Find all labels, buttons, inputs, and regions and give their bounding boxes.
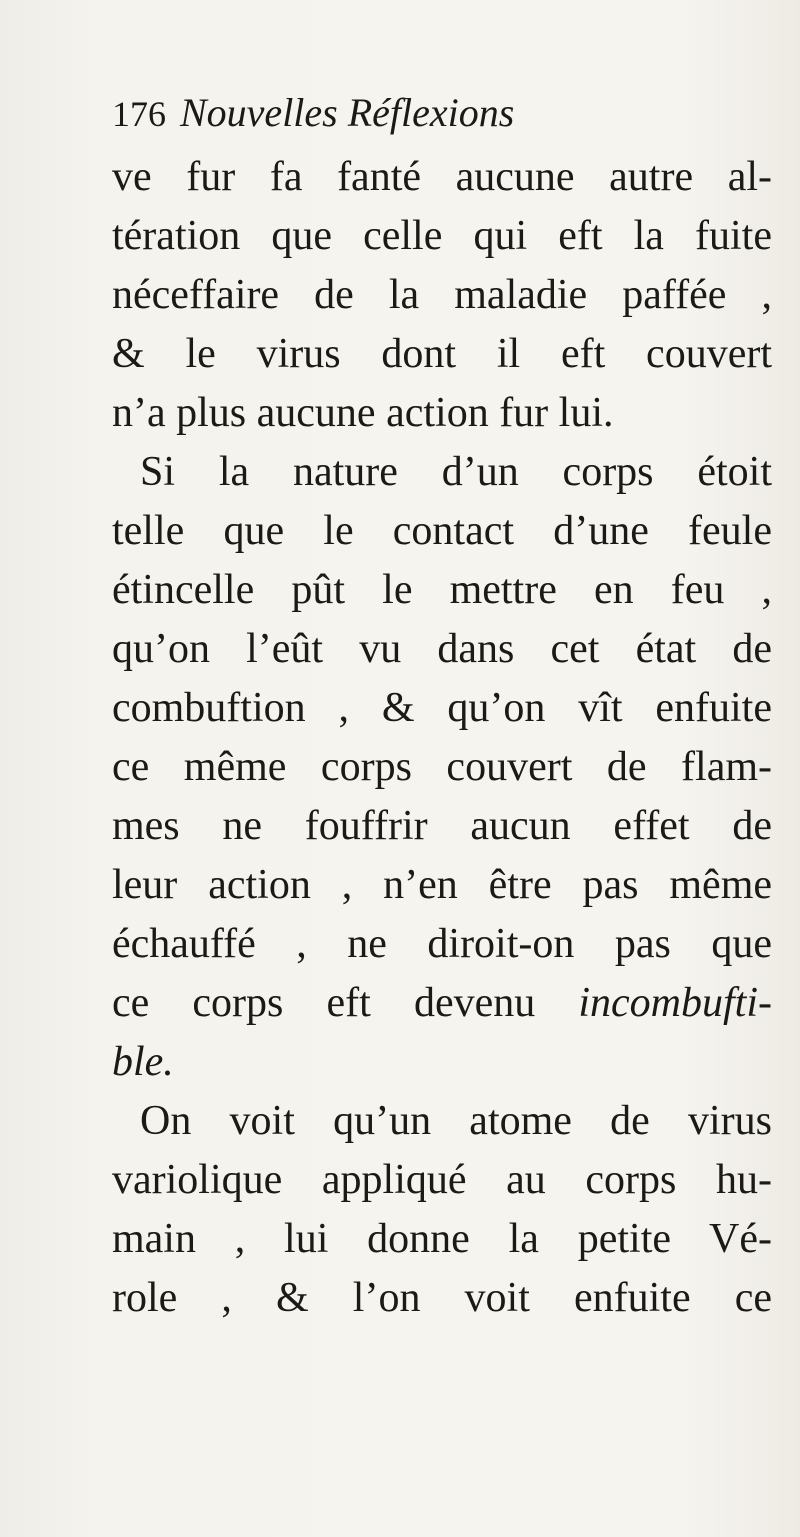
text-line: étincelle pût le mettre en feu , bbox=[112, 567, 772, 613]
text-line: main , lui donne la petite Vé- bbox=[112, 1216, 772, 1262]
text-line: variolique appliqué au corps hu- bbox=[112, 1157, 772, 1203]
text-line: ve fur fa fanté aucune autre al- bbox=[112, 154, 772, 200]
text-line: qu’on l’eût vu dans cet état de bbox=[112, 626, 772, 672]
text-line: On voit qu’un atome de virus bbox=[140, 1098, 772, 1144]
page-number: 176 bbox=[112, 94, 166, 134]
running-title: Nouvelles Réflexions bbox=[180, 90, 515, 135]
text-line: mes ne fouffrir aucun effet de bbox=[112, 803, 772, 849]
text-line bbox=[112, 974, 772, 1032]
text-line: combuftion , & qu’on vît enfuite bbox=[112, 685, 772, 731]
text-line: leur action , n’en être pas même bbox=[112, 862, 772, 908]
text-line: Si la nature d’un corps étoit bbox=[140, 449, 772, 495]
text-line: role , & l’on voit enfuite ce bbox=[112, 1275, 772, 1321]
text-line: ce même corps couvert de flam- bbox=[112, 744, 772, 790]
page-header bbox=[112, 88, 514, 138]
italic-word: incombufti- bbox=[578, 980, 773, 1026]
text-line: telle que le contact d’une feule bbox=[112, 508, 772, 554]
text-segment: ce corps eft devenu bbox=[112, 980, 536, 1026]
text-line: néceffaire de la maladie paffée , bbox=[112, 272, 772, 318]
text-line: échauffé , ne diroit-on pas que bbox=[112, 921, 772, 967]
text-line: & le virus dont il eft couvert bbox=[112, 331, 772, 377]
text-line: n’a plus aucune action fur lui. bbox=[112, 390, 614, 436]
text-line: ble. bbox=[112, 1039, 174, 1085]
text-line: tération que celle qui eft la fuite bbox=[112, 213, 772, 259]
